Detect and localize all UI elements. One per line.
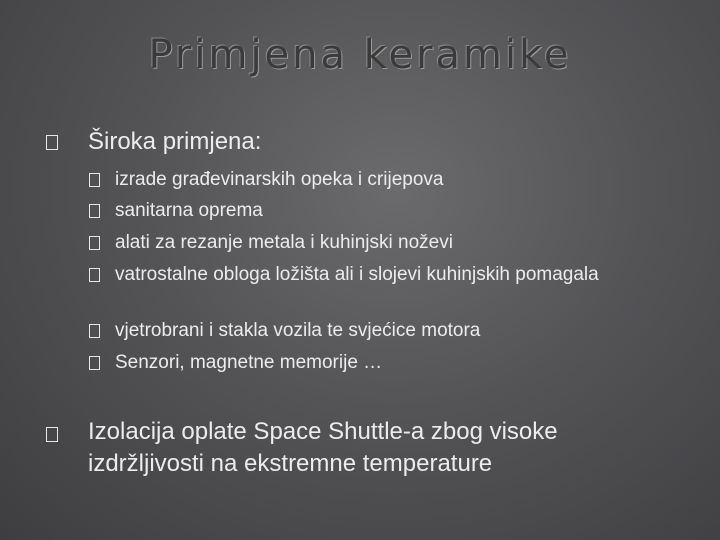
sub-bullet-text: vatrostalne obloga ložišta ali i slojevi kuhinjskih pomagala	[115, 264, 599, 285]
square-bullet-icon	[89, 173, 100, 187]
bullet-text: Izolacija oplate Space Shuttle-a zbog visoke izdržljivosti na ekstremne temperature	[88, 418, 558, 477]
bullet-text: Široka primjena:	[88, 128, 262, 155]
sub-bullet-text: sanitarna oprema	[115, 200, 263, 221]
square-bullet-icon	[89, 356, 100, 370]
square-bullet-icon	[46, 427, 58, 442]
sub-bullet-text: alati za rezanje metala i kuhinjski noževi	[115, 232, 453, 253]
square-bullet-icon	[89, 204, 100, 218]
slide-title: Primjena keramike	[148, 32, 572, 78]
sub-bullet-text: vjetrobrani i stakla vozila te svjećice motora	[115, 320, 481, 341]
square-bullet-icon	[46, 135, 58, 150]
square-bullet-icon	[89, 236, 100, 250]
sub-bullet-text: izrade građevinarskih opeka i crijepova	[115, 169, 444, 190]
square-bullet-icon	[89, 324, 100, 338]
sub-bullet-text: Senzori, magnetne memorije …	[115, 352, 383, 373]
square-bullet-icon	[89, 268, 100, 282]
